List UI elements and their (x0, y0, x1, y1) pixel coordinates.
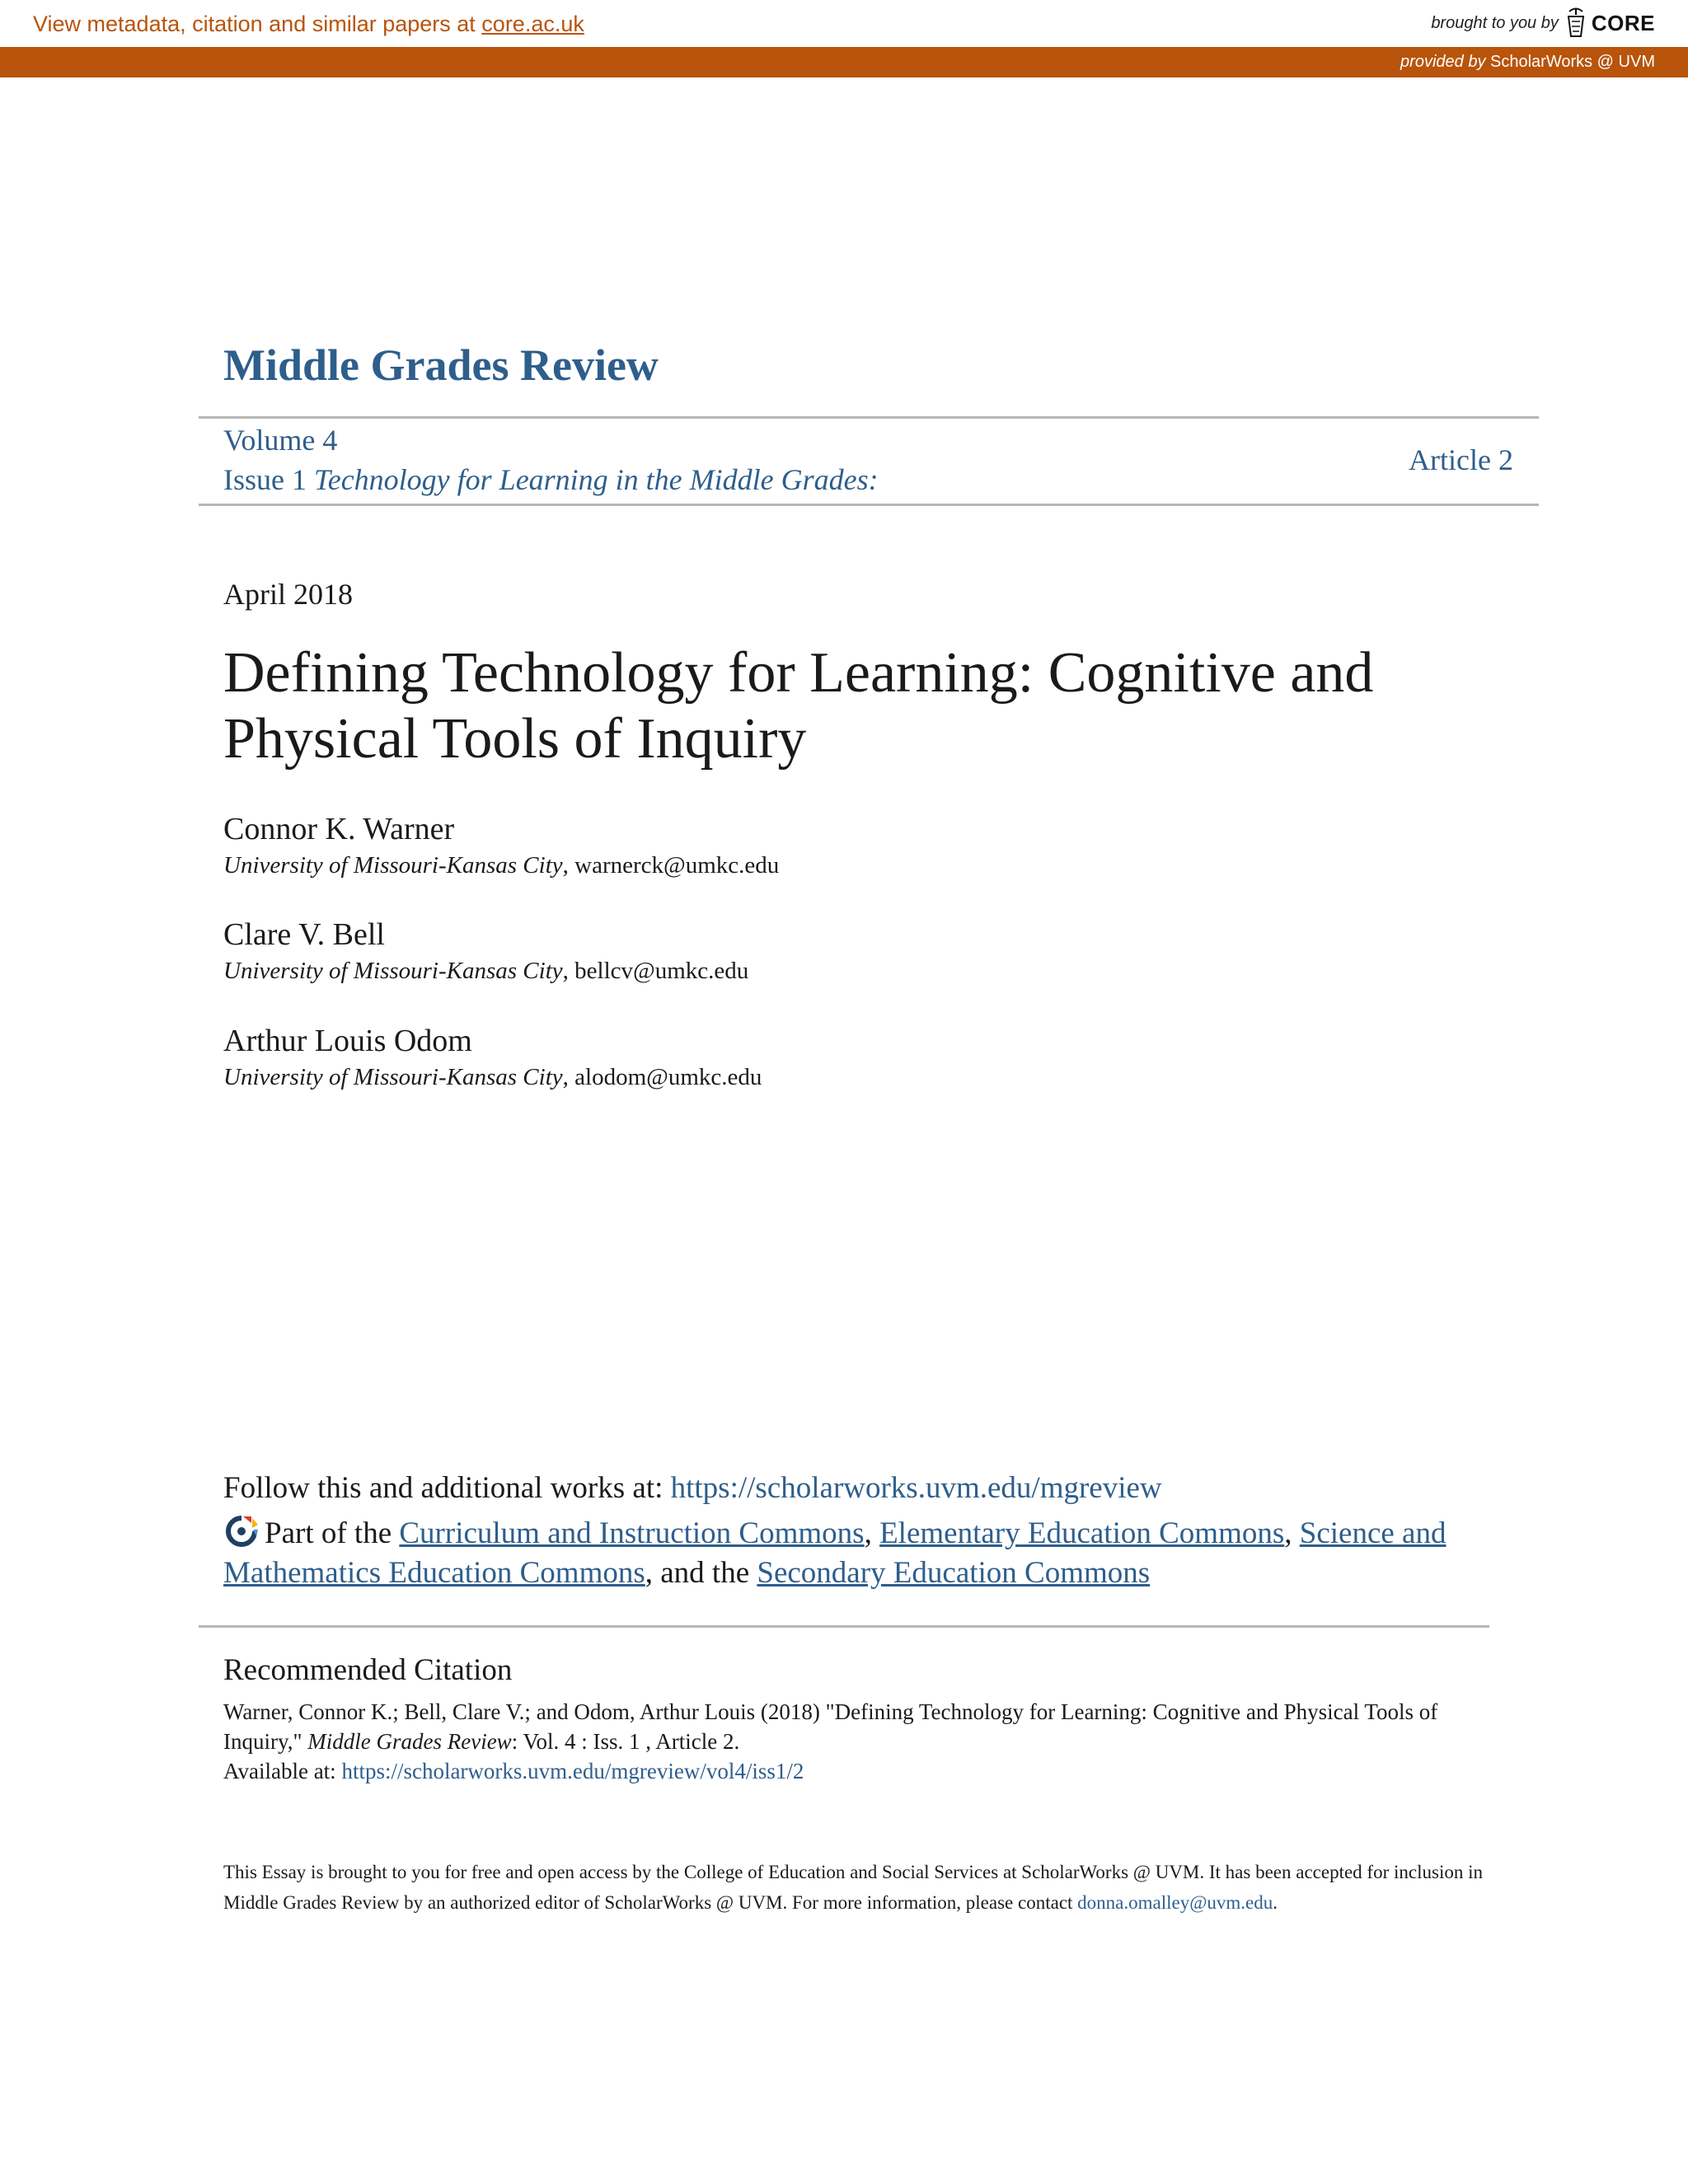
author-name: Clare V. Bell (223, 917, 385, 952)
commons-line (223, 1513, 1509, 1593)
citation-divider (199, 1625, 1489, 1628)
author-affiliation: University of Missouri-Kansas City, bellcv@umkc.edu (223, 958, 749, 984)
core-metadata-line (33, 12, 584, 37)
commons-link-science-math[interactable]: Science and Mathematics Education Commons (223, 1516, 1447, 1590)
issue-label: Issue 1 (223, 463, 307, 496)
citation-url-link[interactable]: https://scholarworks.uvm.edu/mgreview/vol4/iss1/2 (341, 1759, 804, 1783)
recommended-citation-heading: Recommended Citation (223, 1653, 513, 1687)
commons-and-the: , and the (645, 1556, 757, 1590)
core-provider-bar (0, 47, 1688, 77)
issue-subtitle: Technology for Learning in the Middle Grades: (314, 463, 879, 496)
core-provided-by (1400, 53, 1655, 72)
author-institution: University of Missouri-Kansas City (223, 958, 563, 984)
core-logo-icon (1565, 7, 1587, 40)
contact-email-link[interactable]: donna.omalley@uvm.edu (1077, 1892, 1273, 1913)
author-name: Arthur Louis Odom (223, 1024, 472, 1058)
commons-link-curriculum[interactable]: Curriculum and Instruction Commons (399, 1516, 865, 1550)
open-access-text: This Essay is brought to you for free and open access by the College of Education and Social Services at ScholarWorks @ UVM. It has been accepted for inclusion in Middle Grades Review by an authorized editor of ScholarWorks @ UVM. For more information, please contact (223, 1862, 1483, 1913)
volume-link[interactable]: Volume 4 (223, 424, 338, 457)
author-name: Connor K. Warner (223, 812, 455, 846)
core-logo-text: CORE (1591, 10, 1655, 35)
commons-link-elementary[interactable]: Elementary Education Commons (879, 1516, 1285, 1550)
core-banner (0, 0, 1688, 47)
open-access-end: . (1273, 1892, 1278, 1913)
open-access-note (223, 1857, 1484, 1918)
commons-prefix: Part of the (265, 1516, 400, 1550)
header-divider-bottom (199, 504, 1539, 506)
author-email: warnerck@umkc.edu (574, 852, 780, 879)
commons-separator: , (1284, 1516, 1300, 1550)
follow-line (223, 1470, 1162, 1506)
citation-text-before: Warner, Connor K.; Bell, Clare V.; and Odom, Arthur Louis (2018) "Defining Technology for Learning: Cognitive and Physical Tools of Inquiry," (223, 1699, 1438, 1754)
author-email: bellcv@umkc.edu (574, 958, 749, 984)
citation-text (223, 1697, 1476, 1786)
provided-by-label: provided by (1400, 53, 1486, 71)
author-email: alodom@umkc.edu (574, 1064, 762, 1090)
follow-prefix: Follow this and additional works at: (223, 1471, 671, 1505)
publication-date: April 2018 (223, 578, 353, 611)
provided-by-source: ScholarWorks @ UVM (1490, 53, 1655, 71)
author-block (223, 811, 779, 879)
author-block (223, 1023, 762, 1091)
brought-to-you-label: brought to you by (1431, 13, 1559, 32)
author-institution: University of Missouri-Kansas City (223, 852, 563, 879)
author-affiliation: University of Missouri-Kansas City, alodom@umkc.edu (223, 1064, 762, 1090)
article-number: Article 2 (1409, 443, 1513, 476)
available-at-label: Available at: (223, 1759, 342, 1783)
core-brought-to-you[interactable] (1431, 5, 1655, 41)
citation-journal-name: Middle Grades Review (307, 1729, 512, 1754)
commons-separator: , (864, 1516, 880, 1550)
article-title: Defining Technology for Learning: Cognitive and Physical Tools of Inquiry (223, 641, 1374, 771)
follow-url-link[interactable]: https://scholarworks.uvm.edu/mgreview (670, 1471, 1162, 1505)
journal-title[interactable]: Middle Grades Review (223, 340, 659, 390)
core-metadata-prefix: View metadata, citation and similar papers at (33, 12, 482, 36)
author-block (223, 916, 748, 985)
commons-link-secondary[interactable]: Secondary Education Commons (757, 1556, 1151, 1590)
author-affiliation: University of Missouri-Kansas City, warnerck@umkc.edu (223, 852, 780, 879)
issue-link[interactable] (223, 462, 879, 497)
core-link[interactable]: core.ac.uk (481, 12, 584, 36)
network-icon (223, 1513, 260, 1549)
author-institution: University of Missouri-Kansas City (223, 1064, 563, 1090)
citation-text-after: : Vol. 4 : Iss. 1 , Article 2. (511, 1729, 740, 1754)
header-divider-top (199, 416, 1539, 419)
